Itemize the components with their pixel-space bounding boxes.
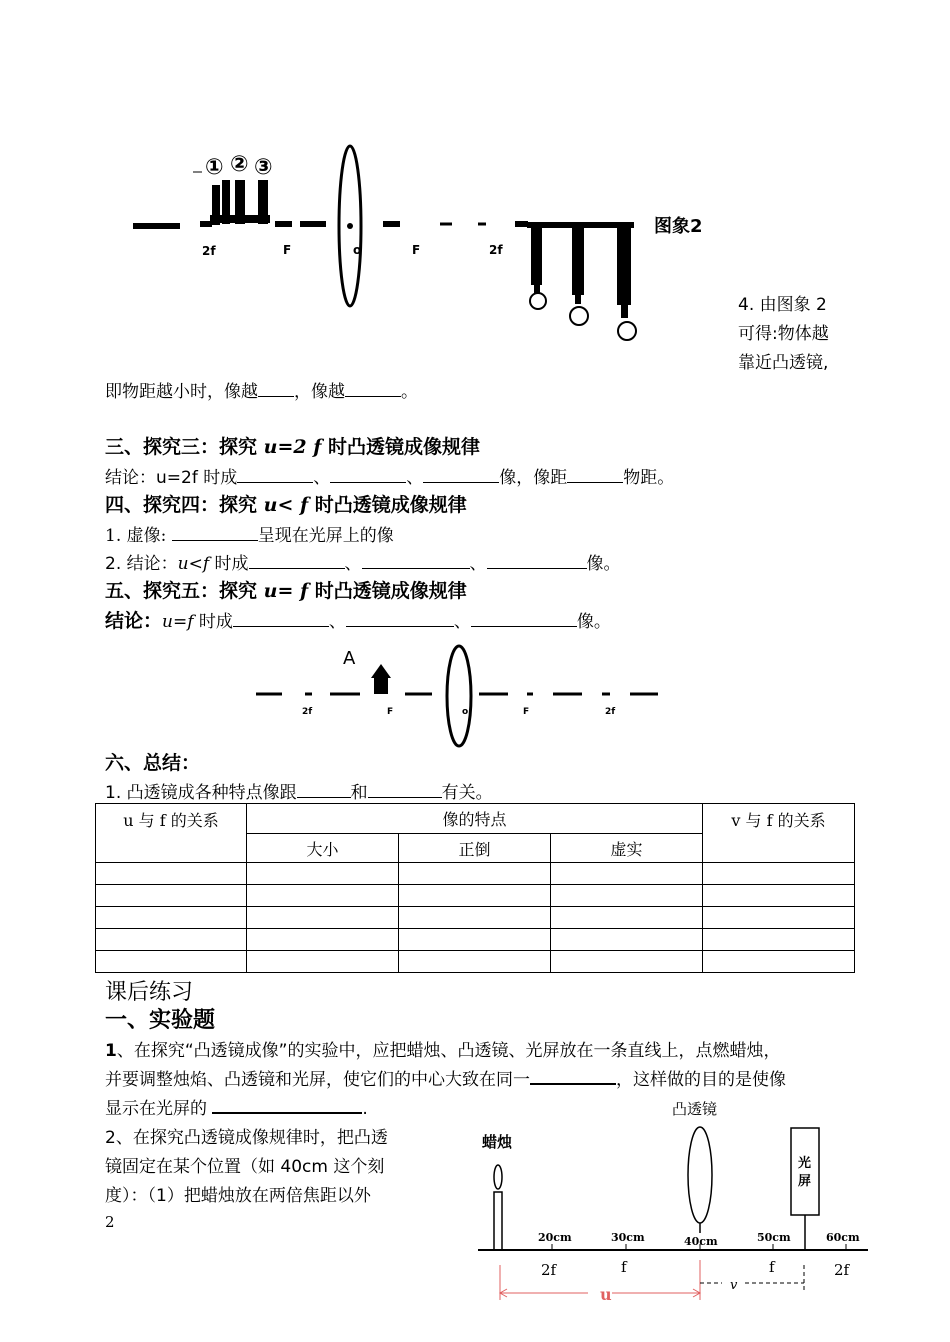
- numbered-circles: [205, 152, 273, 180]
- section-6-item1: 1. 凸透镜成各种特点像跟 和 有关。: [105, 783, 493, 803]
- table-cell[interactable]: [96, 885, 247, 907]
- axis-label-o: o: [462, 707, 469, 717]
- section-6-heading: 六、总结：: [105, 752, 201, 774]
- page-number: 2: [105, 1213, 115, 1231]
- circle-label-2: ②: [230, 152, 249, 177]
- q2-line3: 度）：（1）把蜡烛放在两倍焦距以外: [105, 1186, 371, 1206]
- subheader-real-virtual: 虚实: [551, 834, 703, 863]
- subheader-size: 大小: [247, 834, 399, 863]
- table-cell[interactable]: [551, 907, 703, 929]
- blank-field[interactable]: [258, 380, 294, 397]
- header-image-properties: 像的特点: [247, 804, 703, 834]
- principal-axis: [133, 224, 528, 226]
- table-cell[interactable]: [399, 885, 551, 907]
- tick-20cm: 20cm: [538, 1231, 572, 1244]
- q1-line1: 1、在探究“凸透镜成像”的实验中，应把蜡烛、凸透镜、光屏放在一条直线上，点燃蜡烛，: [105, 1041, 781, 1061]
- table-cell[interactable]: [247, 907, 399, 929]
- axis-label-F-right: F: [523, 707, 530, 717]
- blank-field[interactable]: [237, 466, 313, 483]
- table-cell[interactable]: [247, 951, 399, 973]
- note4-line4: [105, 377, 418, 402]
- table-cell[interactable]: [399, 951, 551, 973]
- screen-label-1: 光: [798, 1156, 812, 1171]
- section-3-conclusion: 结论：u=2f 时成 、 、 像，像距 物距。: [105, 468, 675, 488]
- q2-line2: 镜固定在某个位置（如 40cm 这个刻: [105, 1157, 385, 1177]
- blank-field[interactable]: [567, 466, 623, 483]
- note4-text-b: ，像越: [294, 382, 345, 402]
- object-label: A: [343, 648, 356, 669]
- blank-field[interactable]: [345, 380, 401, 397]
- section-4-heading: 四、探究四：探究 u< f 时凸透镜成像规律: [105, 494, 467, 516]
- table-cell[interactable]: [96, 929, 247, 951]
- note4-text-c: 。: [401, 382, 418, 402]
- table-cell[interactable]: [703, 907, 855, 929]
- table-cell[interactable]: [247, 885, 399, 907]
- table-cell[interactable]: [703, 951, 855, 973]
- homework-section: 一、实验题: [105, 1008, 216, 1033]
- table-cell[interactable]: [703, 929, 855, 951]
- blank-field[interactable]: [172, 524, 258, 541]
- table-cell[interactable]: [96, 951, 247, 973]
- table-cell[interactable]: [96, 907, 247, 929]
- table-cell[interactable]: [551, 885, 703, 907]
- homework-title: 课后练习: [105, 980, 194, 1005]
- q1-line2: 并要调整烛焰、凸透镜和光屏，使它们的中心大致在同一 ，这样做的目的是使像: [105, 1065, 786, 1090]
- focal-f-left: f: [621, 1258, 627, 1276]
- blank-field[interactable]: [368, 781, 442, 798]
- blank-field[interactable]: [249, 552, 345, 569]
- tick-50cm: 50cm: [757, 1231, 791, 1244]
- blank-field[interactable]: [471, 610, 577, 627]
- blank-field[interactable]: [362, 552, 470, 569]
- table-cell[interactable]: [399, 907, 551, 929]
- header-u-f: u 与 f 的关系: [96, 804, 247, 863]
- table-cell[interactable]: [96, 863, 247, 885]
- focal-2f-right: 2f: [834, 1261, 850, 1279]
- circle-label-1: ①: [205, 155, 224, 180]
- image-optical-bench: [0, 1095, 950, 1335]
- object-arrow: [371, 664, 391, 694]
- table-row: [96, 929, 855, 951]
- axis-label-F-left: F: [283, 243, 292, 257]
- q1-line3: 显示在光屏的 .: [105, 1094, 368, 1119]
- q2-line1: 2、在探究凸透镜成像规律时，把凸透: [105, 1128, 388, 1148]
- blank-field[interactable]: [233, 610, 329, 627]
- note4-text-a: 即物距越小时，像越: [105, 382, 258, 402]
- axis-label-F-right: F: [412, 243, 421, 257]
- axis-label-2f-left: 2f: [302, 707, 313, 717]
- axis-label-2f-right: 2f: [489, 243, 503, 257]
- blank-field[interactable]: [423, 466, 499, 483]
- candle-label: 蜡烛: [482, 1133, 513, 1151]
- axis-label-F-left: F: [387, 707, 394, 717]
- table-row: [96, 885, 855, 907]
- section-3-heading: 三、探究三：探究 u=2 f 时凸透镜成像规律: [105, 436, 480, 458]
- axis-label-2f-left: 2f: [202, 244, 216, 258]
- lens-label: 凸透镜: [672, 1100, 718, 1118]
- image-diagram-3: [0, 640, 950, 760]
- focal-2f-left: 2f: [541, 1261, 557, 1279]
- table-cell[interactable]: [551, 863, 703, 885]
- table-row: [96, 863, 855, 885]
- axis-label-o: o: [353, 243, 362, 257]
- blank-field[interactable]: [330, 466, 406, 483]
- object-candles: [210, 180, 270, 225]
- section-4-item2: 2. 结论：u<f 时成 、 、 像。: [105, 554, 621, 574]
- lens: [688, 1127, 712, 1223]
- focal-f-right: f: [769, 1258, 775, 1276]
- table-cell[interactable]: [703, 863, 855, 885]
- section-5-conclusion: 结论：u=f 时成 、 、 像。: [105, 610, 611, 632]
- table-cell[interactable]: [399, 929, 551, 951]
- tick-60cm: 60cm: [826, 1231, 860, 1244]
- tick-30cm: 30cm: [611, 1231, 645, 1244]
- axis-label-2f-right: 2f: [605, 707, 616, 717]
- section-5-heading: 五、探究五：探究 u= f 时凸透镜成像规律: [105, 580, 467, 602]
- table-cell[interactable]: [247, 929, 399, 951]
- blank-field[interactable]: [297, 781, 351, 798]
- candle: [494, 1192, 502, 1250]
- tick-40cm: 40cm: [684, 1235, 718, 1248]
- table-cell[interactable]: [551, 929, 703, 951]
- table-cell[interactable]: [551, 951, 703, 973]
- table-row: [96, 907, 855, 929]
- blank-field[interactable]: [487, 552, 587, 569]
- u-label: u: [600, 1285, 612, 1304]
- screen: [791, 1128, 819, 1215]
- v-label: v: [730, 1278, 738, 1293]
- table-cell[interactable]: [703, 885, 855, 907]
- diagram-title: 图象2: [654, 216, 703, 237]
- subheader-orientation: 正倒: [399, 834, 551, 863]
- note4-line3: 靠近凸透镜,: [738, 353, 829, 373]
- note4-line2: 可得:物体越: [738, 324, 829, 344]
- screen-label-2: 屏: [798, 1174, 812, 1189]
- blank-field[interactable]: [346, 610, 454, 627]
- blank-field[interactable]: [530, 1067, 616, 1085]
- section-4-item1: 1. 虚像: 呈现在光屏上的像: [105, 526, 394, 546]
- table-cell[interactable]: [247, 863, 399, 885]
- lens: [447, 646, 471, 746]
- table-cell[interactable]: [399, 863, 551, 885]
- note4-line1: 4. 由图象 2: [738, 295, 827, 315]
- table-row: [96, 951, 855, 973]
- circle-label-3: ③: [254, 155, 273, 180]
- header-v-f: v 与 f 的关系: [703, 804, 855, 863]
- summary-table: [95, 803, 855, 973]
